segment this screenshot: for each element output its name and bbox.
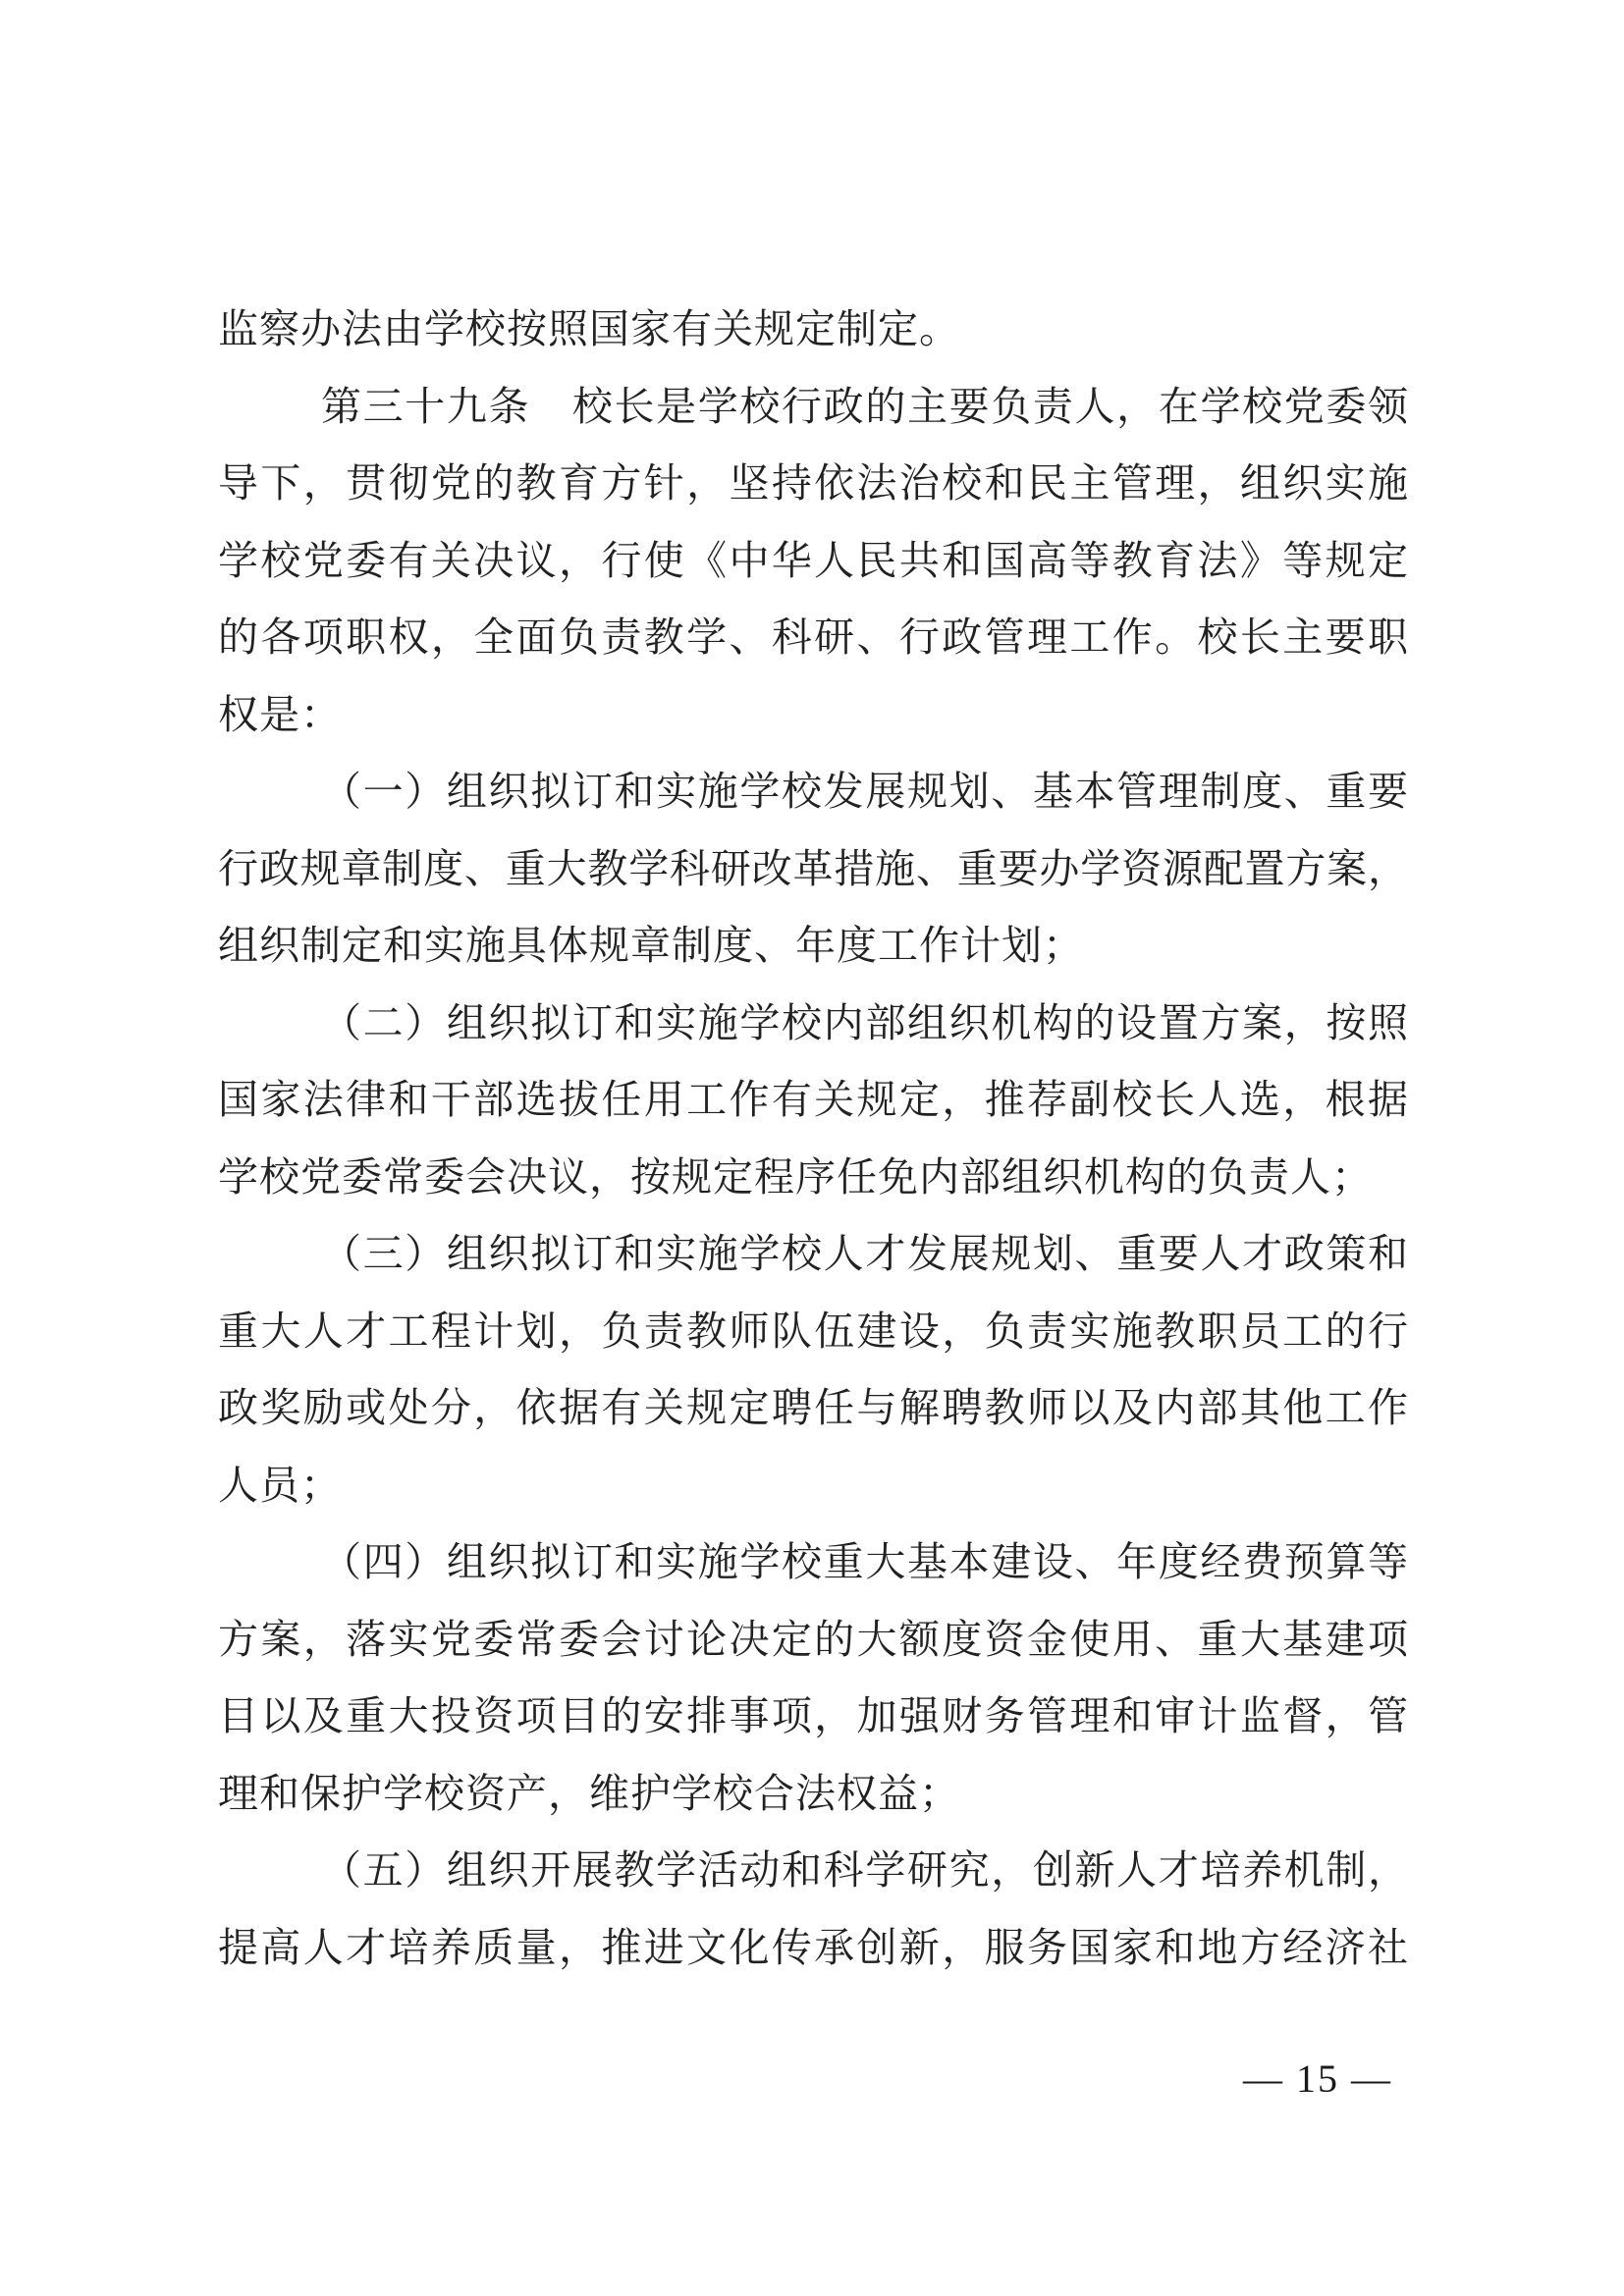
text-line: 重大人才工程计划，负责教师队伍建设，负责实施教职员工的行: [218, 1308, 1408, 1354]
text-line: （一）组织拟订和实施学校发展规划、基本管理制度、重要: [321, 769, 1408, 814]
text-line: 理和保护学校资产，维护学校合法权益；: [218, 1770, 960, 1816]
text-line: （三）组织拟订和实施学校人才发展规划、重要人才政策和: [321, 1231, 1408, 1276]
text-line: 第三十九条 校长是学校行政的主要负责人，在学校党委领: [321, 383, 1408, 429]
text-line: 导下，贯彻党的教育方针，坚持依法治校和民主管理，组织实施: [218, 460, 1408, 506]
text-line: （五）组织开展教学活动和科学研究，创新人才培养机制，: [321, 1847, 1408, 1893]
document-body: [218, 291, 1408, 1986]
text-line: 行政规章制度、重大教学科研改革措施、重要办学资源配置方案，: [218, 845, 1408, 891]
text-line: 人员；: [218, 1462, 342, 1508]
text-line: 监察办法由学校按照国家有关规定制定。: [218, 306, 960, 351]
text-line: 的各项职权，全面负责教学、科研、行政管理工作。校长主要职: [218, 614, 1408, 660]
text-line: （四）组织拟订和实施学校重大基本建设、年度经费预算等: [321, 1539, 1408, 1584]
text-line: 学校党委有关决议，行使《中华人民共和国高等教育法》等规定: [218, 537, 1408, 583]
text-line: 国家法律和干部选拔任用工作有关规定，推荐副校长人选，根据: [218, 1077, 1408, 1122]
text-line: 目以及重大投资项目的安排事项，加强财务管理和审计监督，管: [218, 1693, 1408, 1738]
text-line: 方案，落实党委常委会讨论决定的大额度资金使用、重大基建项: [218, 1616, 1408, 1662]
text-line: 权是：: [218, 691, 342, 737]
text-line: 学校党委常委会决议，按规定程序任免内部组织机构的负责人；: [218, 1153, 1373, 1200]
text-line: 提高人才培养质量，推进文化传承创新，服务国家和地方经济社: [218, 1924, 1408, 1970]
text-line: （二）组织拟订和实施学校内部组织机构的设置方案，按照: [321, 999, 1408, 1045]
text-line: 政奖励或处分，依据有关规定聘任与解聘教师以及内部其他工作: [218, 1385, 1408, 1430]
text-line: 组织制定和实施具体规章制度、年度工作计划；: [218, 923, 1084, 968]
page-number: — 15 —: [1243, 2056, 1392, 2101]
